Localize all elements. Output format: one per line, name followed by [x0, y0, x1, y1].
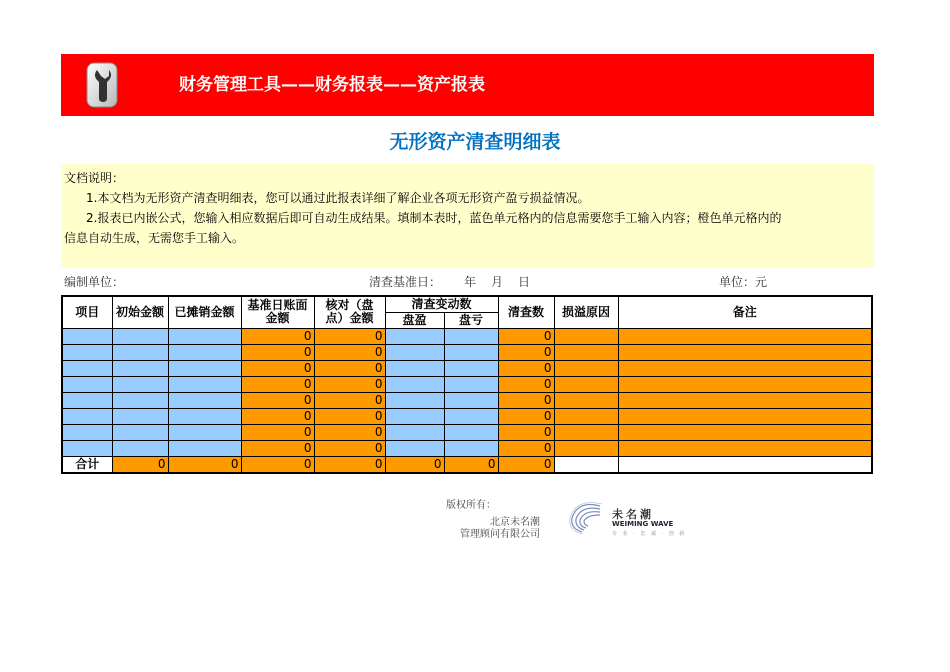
remark-cell	[618, 440, 872, 456]
remark-cell	[618, 376, 872, 392]
amortized-cell[interactable]	[168, 408, 241, 424]
item-cell[interactable]	[62, 344, 112, 360]
count-cell: 0	[498, 440, 554, 456]
month-label: 月	[491, 275, 504, 289]
verified-cell: 0	[314, 376, 385, 392]
initial-cell[interactable]	[112, 392, 168, 408]
initial-cell[interactable]	[112, 440, 168, 456]
initial-cell[interactable]	[112, 408, 168, 424]
header-count: 清查数	[498, 296, 554, 328]
item-cell[interactable]	[62, 424, 112, 440]
item-cell[interactable]	[62, 360, 112, 376]
count-cell: 0	[498, 392, 554, 408]
header-remark: 备注	[618, 296, 872, 328]
loss-cell[interactable]	[444, 440, 498, 456]
reason-cell	[554, 360, 618, 376]
total-count: 0	[498, 456, 554, 473]
item-cell[interactable]	[62, 408, 112, 424]
book-cell: 0	[241, 360, 314, 376]
currency-label: 单位：元	[719, 275, 768, 289]
company-name	[458, 517, 540, 541]
table-row	[62, 328, 872, 344]
loss-cell[interactable]	[444, 376, 498, 392]
verified-cell: 0	[314, 344, 385, 360]
asset-table	[61, 295, 873, 474]
total-reason	[554, 456, 618, 473]
reason-cell	[554, 440, 618, 456]
book-cell: 0	[241, 344, 314, 360]
loss-cell[interactable]	[444, 328, 498, 344]
count-cell: 0	[498, 344, 554, 360]
logo-chinese: 未名潮	[612, 508, 654, 521]
header-book-value: 基准日账面金额	[241, 296, 314, 328]
reason-cell	[554, 408, 618, 424]
header-verified: 核对（盘点）金额	[314, 296, 385, 328]
header-loss: 盘亏	[444, 312, 498, 328]
amortized-cell[interactable]	[168, 376, 241, 392]
count-cell: 0	[498, 424, 554, 440]
table-row	[62, 376, 872, 392]
count-cell: 0	[498, 408, 554, 424]
reason-cell	[554, 424, 618, 440]
remark-cell	[618, 360, 872, 376]
header-amortized: 已摊销金额	[168, 296, 241, 328]
table-row	[62, 408, 872, 424]
surplus-cell[interactable]	[385, 440, 444, 456]
loss-cell[interactable]	[444, 344, 498, 360]
loss-cell[interactable]	[444, 424, 498, 440]
item-cell[interactable]	[62, 440, 112, 456]
unit-label: 编制单位：	[64, 275, 125, 289]
company-line-1: 北京未名潮	[490, 517, 540, 528]
note-line-3: 信息自动生成，无需您手工输入。	[64, 231, 245, 245]
total-verified: 0	[314, 456, 385, 473]
item-cell[interactable]	[62, 392, 112, 408]
verified-cell: 0	[314, 408, 385, 424]
book-cell: 0	[241, 408, 314, 424]
amortized-cell[interactable]	[168, 424, 241, 440]
verified-cell: 0	[314, 328, 385, 344]
count-cell: 0	[498, 360, 554, 376]
table-row	[62, 392, 872, 408]
header-surplus: 盘盈	[385, 312, 444, 328]
amortized-cell[interactable]	[168, 392, 241, 408]
remark-cell	[618, 408, 872, 424]
wave-logo-icon	[566, 500, 606, 536]
verified-cell: 0	[314, 392, 385, 408]
header-title: 财务管理工具——财务报表——资产报表	[179, 75, 485, 95]
year-label: 年	[464, 275, 477, 289]
initial-cell[interactable]	[112, 376, 168, 392]
surplus-cell[interactable]	[385, 376, 444, 392]
initial-cell[interactable]	[112, 328, 168, 344]
surplus-cell[interactable]	[385, 424, 444, 440]
total-amortized: 0	[168, 456, 241, 473]
loss-cell[interactable]	[444, 408, 498, 424]
note-line-2: 2.报表已内嵌公式，您输入相应数据后即可自动生成结果。填制本表时，蓝色单元格内的信息需要您手工输入内容；橙色单元格内的	[86, 211, 782, 225]
reason-cell	[554, 328, 618, 344]
amortized-cell[interactable]	[168, 440, 241, 456]
remark-cell	[618, 424, 872, 440]
surplus-cell[interactable]	[385, 408, 444, 424]
remark-cell	[618, 344, 872, 360]
total-label: 合计	[62, 456, 112, 473]
header-item: 项目	[62, 296, 112, 328]
count-cell: 0	[498, 328, 554, 344]
header-banner	[61, 54, 874, 116]
reason-cell	[554, 392, 618, 408]
amortized-cell[interactable]	[168, 344, 241, 360]
company-line-2: 管理顾问有限公司	[460, 529, 540, 540]
book-cell: 0	[241, 440, 314, 456]
verified-cell: 0	[314, 440, 385, 456]
document-note	[61, 164, 874, 268]
surplus-cell[interactable]	[385, 392, 444, 408]
book-cell: 0	[241, 392, 314, 408]
remark-cell	[618, 328, 872, 344]
book-cell: 0	[241, 328, 314, 344]
book-cell: 0	[241, 376, 314, 392]
logo-english: WEIMING WAVE	[612, 520, 674, 528]
initial-cell[interactable]	[112, 360, 168, 376]
amortized-cell[interactable]	[168, 328, 241, 344]
item-cell[interactable]	[62, 376, 112, 392]
note-heading: 文档说明：	[64, 171, 125, 185]
table-row	[62, 424, 872, 440]
wrench-icon	[86, 62, 118, 108]
page-title: 无形资产清查明细表	[389, 131, 561, 153]
day-label: 日	[518, 275, 531, 289]
initial-cell[interactable]	[112, 424, 168, 440]
surplus-cell[interactable]	[385, 360, 444, 376]
book-cell: 0	[241, 424, 314, 440]
initial-cell[interactable]	[112, 344, 168, 360]
total-remark	[618, 456, 872, 473]
total-row	[62, 456, 872, 473]
surplus-cell[interactable]	[385, 344, 444, 360]
note-line-1: 1.本文档为无形资产清查明细表，您可以通过此报表详细了解企业各项无形资产盈亏损益情况。	[86, 191, 590, 205]
total-book: 0	[241, 456, 314, 473]
surplus-cell[interactable]	[385, 328, 444, 344]
loss-cell[interactable]	[444, 392, 498, 408]
header-change-group: 清查变动数	[385, 296, 498, 312]
date-label: 清查基准日：	[369, 275, 442, 289]
table-row	[62, 440, 872, 456]
reason-cell	[554, 344, 618, 360]
table-row	[62, 360, 872, 376]
total-surplus: 0	[385, 456, 444, 473]
item-cell[interactable]	[62, 328, 112, 344]
header-reason: 损溢原因	[554, 296, 618, 328]
loss-cell[interactable]	[444, 360, 498, 376]
total-loss: 0	[444, 456, 498, 473]
remark-cell	[618, 392, 872, 408]
reason-cell	[554, 376, 618, 392]
verified-cell: 0	[314, 360, 385, 376]
logo-tagline: 专 业 · 忠 诚 · 创 新	[612, 531, 687, 537]
table-row	[62, 344, 872, 360]
amortized-cell[interactable]	[168, 360, 241, 376]
header-initial-amount: 初始金额	[112, 296, 168, 328]
copyright-label: 版权所有：	[446, 500, 496, 511]
count-cell: 0	[498, 376, 554, 392]
verified-cell: 0	[314, 424, 385, 440]
total-initial: 0	[112, 456, 168, 473]
